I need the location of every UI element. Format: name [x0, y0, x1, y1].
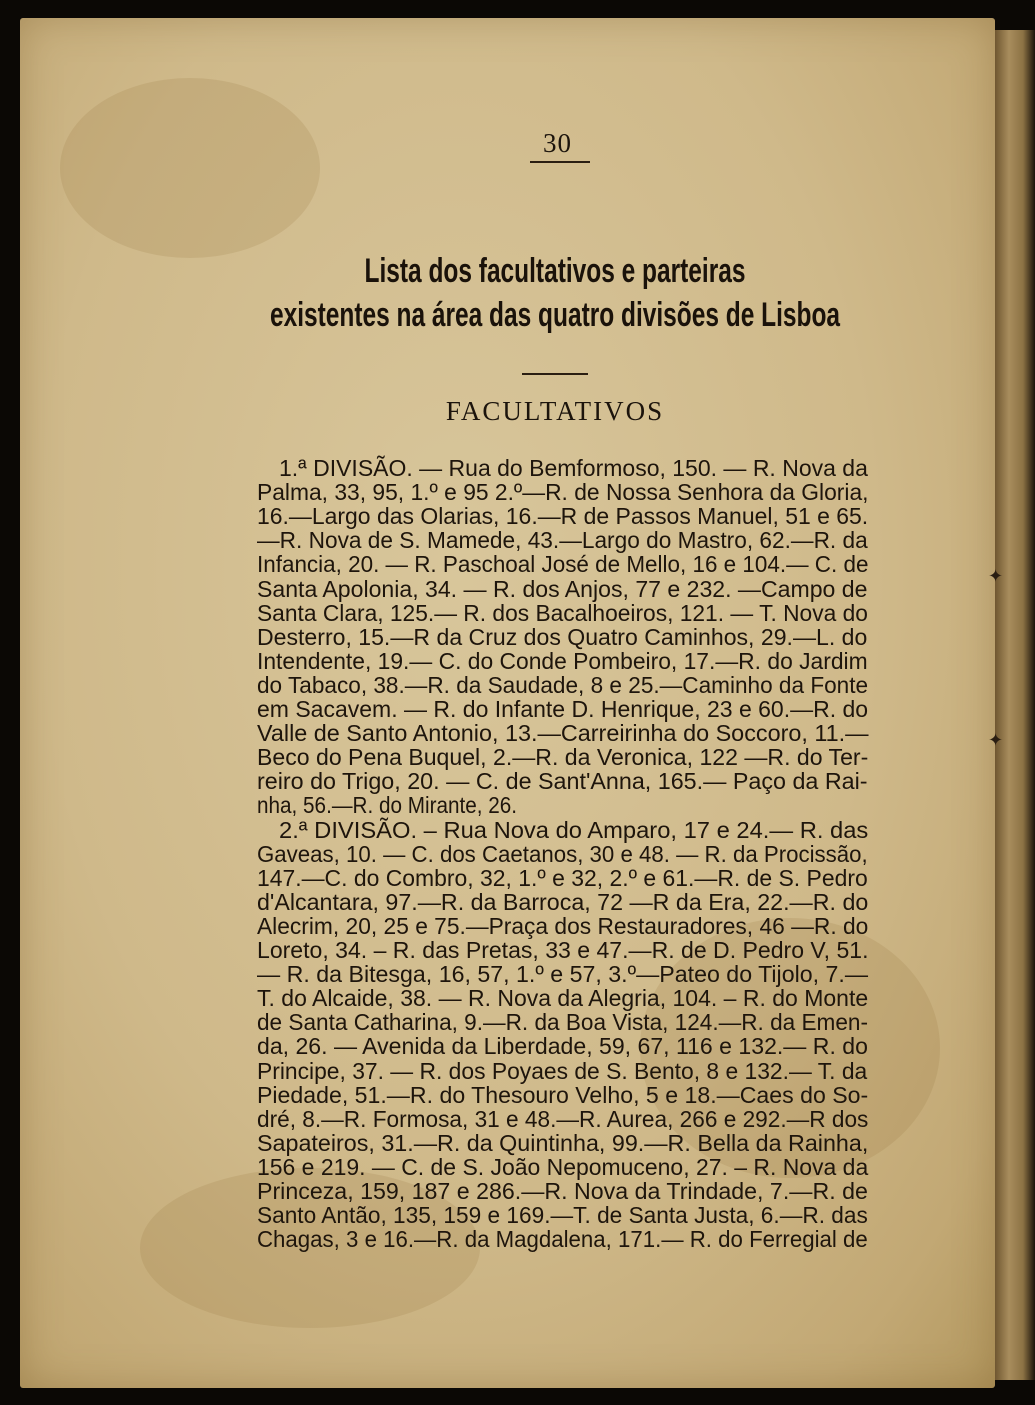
body-line: Palma, 33, 95, 1.º e 95 2.º—R. de Nossa Senhora da Gloria,	[257, 479, 869, 506]
body-line: de Santa Catharina, 9.—R. da Boa Vista, 124.—R. da Emen-	[257, 1009, 869, 1036]
margin-mark: ✦	[988, 730, 1004, 751]
page-number-rule	[530, 161, 590, 163]
body-line: nha, 56.—R. do Mirante, 26.	[257, 792, 518, 819]
body-line: Piedade, 51.—R. do Thesouro Velho, 5 e 18.—Caes do So-	[257, 1081, 869, 1108]
paper-stain	[60, 78, 320, 258]
body-line: 2.ª DIVISÃO. – Rua Nova do Amparo, 17 e 24.— R. das	[279, 816, 869, 843]
body-line: Desterro, 15.—R da Cruz dos Quatro Caminhos, 29.—L. do	[257, 623, 868, 650]
body-line: do Tabaco, 38.—R. da Saudade, 8 e 25.—Caminho da Fonte	[257, 671, 869, 698]
body-line: Beco do Pena Buquel, 2.—R. da Veronica, 122 —R. do Ter-	[257, 744, 869, 771]
body-line: 156 e 219. — C. de S. João Nepomuceno, 27. – R. Nova da	[257, 1153, 869, 1180]
body-line: Valle de Santo Antonio, 13.—Carreirinha do Soccoro, 11.—	[257, 720, 869, 747]
body-line: 1.ª DIVISÃO. — Rua do Bemformoso, 150. — R. Nova da	[279, 455, 868, 481]
body-line: — R. da Bitesga, 16, 57, 1.º e 57, 3.º—Pateo do Tijolo, 7.—	[257, 961, 869, 988]
adjacent-page-edge	[995, 30, 1035, 1380]
body-line: d'Alcantara, 97.—R. da Barroca, 72 —R da Era, 22.—R. do	[257, 888, 869, 915]
margin-mark: ✦	[988, 566, 1004, 587]
body-line: da, 26. — Avenida da Liberdade, 59, 67, 116 e 132.— R. do	[257, 1033, 868, 1060]
body-line: T. do Alcaide, 38. — R. Nova da Alegria, 104. – R. do Monte	[257, 985, 869, 1012]
body-line: reiro do Trigo, 20. — C. de Sant'Anna, 165.— Paço da Rai-	[257, 768, 868, 795]
body-line: Alecrim, 20, 25 e 75.—Praça dos Restauradores, 46 —R. do	[257, 912, 869, 939]
section-heading: FACULTATIVOS	[445, 396, 665, 426]
body-line: Princeza, 159, 187 e 286.—R. Nova da Trindade, 7.—R. de	[257, 1178, 868, 1204]
body-line: Intendente, 19.— C. do Conde Pombeiro, 17.—R. do Jardim	[257, 647, 868, 674]
body-line: Santo Antão, 135, 159 e 169.—T. de Santa Justa, 6.—R. das	[257, 1202, 868, 1229]
body-line: Principe, 37. — R. dos Poyaes de S. Bento, 8 e 132.— T. da	[257, 1057, 868, 1084]
body-line: Sapateiros, 31.—R. da Quintinha, 99.—R. Bella da Rainha,	[257, 1129, 869, 1156]
body-line: dré, 8.—R. Formosa, 31 e 48.—R. Aurea, 266 e 292.—R dos	[257, 1105, 869, 1132]
body-line: Chagas, 3 e 16.—R. da Magdalena, 171.— R. do Ferregial de	[257, 1226, 868, 1253]
page-number: 30	[543, 128, 572, 158]
body-line: Gaveas, 10. — C. dos Caetanos, 30 e 48. — R. da Procissão,	[257, 840, 868, 867]
body-line: Loreto, 34. – R. das Pretas, 33 e 47.—R. de D. Pedro V, 51.	[257, 937, 869, 963]
body-line: Santa Apolonia, 34. — R. dos Anjos, 77 e 232. —Campo de	[257, 575, 868, 602]
title-rule	[522, 373, 588, 375]
body-line: em Sacavem. — R. do Infante D. Henrique, 23 e 60.—R. do	[257, 696, 869, 722]
body-line: —R. Nova de S. Mamede, 43.—Largo do Mastro, 62.—R. da	[257, 527, 868, 554]
page-title-line-1: Lista dos facultativos e parteiras	[364, 252, 746, 290]
body-line: 147.—C. do Combro, 32, 1.º e 32, 2.º e 61.—R. de S. Pedro	[257, 864, 868, 891]
page-title-line-2: existentes na área das quatro divisões de Lisboa	[269, 296, 841, 334]
body-line: Santa Clara, 125.— R. dos Bacalhoeiros, 121. — T. Nova do	[257, 599, 868, 626]
body-line: 16.—Largo das Olarias, 16.—R de Passos Manuel, 51 e 65.	[257, 503, 869, 530]
body-line: Infancia, 20. — R. Paschoal José de Mello, 16 e 104.— C. de	[257, 551, 869, 578]
